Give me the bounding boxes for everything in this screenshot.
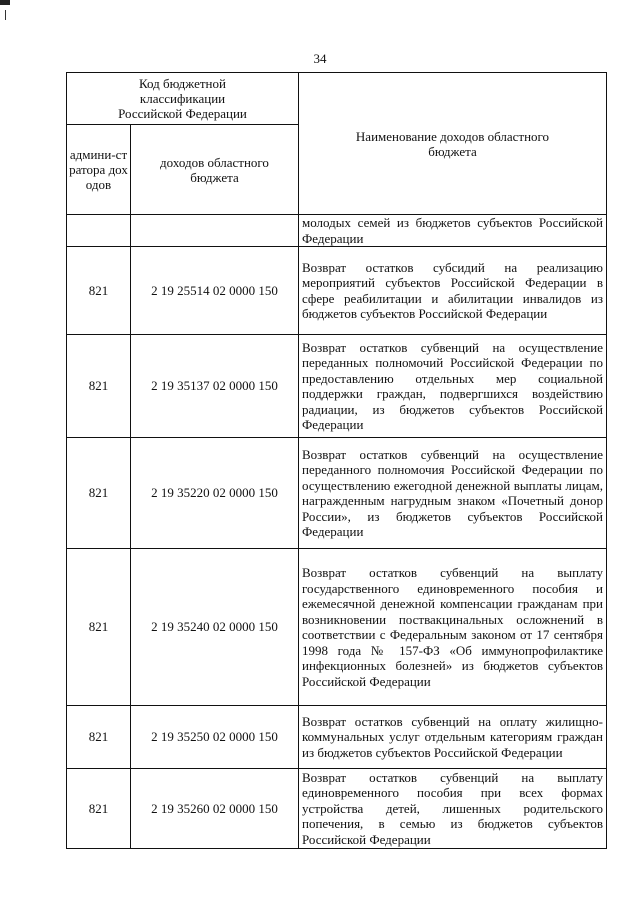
budget-code-cell: 2 19 35137 02 0000 150 [131,335,299,438]
admin-code-cell: 821 [67,335,131,438]
income-name-cell: Возврат остатков субвенций на оплату жилищно-коммунальных услуг отдельным категориям граждан из бюджетов субъектов Российской Федерации [299,706,607,769]
income-name-cell: Возврат остатков субвенций на осуществление переданного полномочия Российской Федерации по осуществлению ежегодной денежной выплаты лицам, награжденным нагрудным знаком «Почетный донор России», из бюджетов субъектов Российской Федерации [299,438,607,549]
table-row-continuation [67,215,607,247]
continuation-code-cell [131,215,299,247]
scan-corner-mark [0,0,10,5]
scan-corner-line [5,10,6,20]
header-admin-column: админи-стратора доходов [67,125,131,215]
table-row [67,706,607,769]
header-name-column: Наименование доходов областного бюджета [299,73,607,215]
admin-code-cell: 821 [67,438,131,549]
admin-code-cell: 821 [67,769,131,849]
budget-code-cell: 2 19 35250 02 0000 150 [131,706,299,769]
income-name-cell: Возврат остатков субсидий на реализацию мероприятий субъектов Российской Федерации в сфере реабилитации и абилитации инвалидов из бюджетов субъектов Российской Федерации [299,247,607,335]
continuation-admin-cell [67,215,131,247]
table-row [67,335,607,438]
budget-code-cell: 2 19 35240 02 0000 150 [131,549,299,706]
budget-code-cell: 2 19 35260 02 0000 150 [131,769,299,849]
admin-code-cell: 821 [67,247,131,335]
budget-code-cell: 2 19 35220 02 0000 150 [131,438,299,549]
admin-code-cell: 821 [67,706,131,769]
table-row [67,247,607,335]
budget-classification-table [66,72,607,849]
header-group-title: Код бюджетной классификации Российской Федерации [67,73,299,125]
table-row [67,438,607,549]
budget-code-cell: 2 19 25514 02 0000 150 [131,247,299,335]
header-income-column: доходов областного бюджета [131,125,299,215]
income-name-cell: Возврат остатков субвенций на выплату единовременного пособия при всех формах устройства детей, лишенных родительского попечения, в семью из бюджетов субъектов Российской Федерации [299,769,607,849]
continuation-name-cell: молодых семей из бюджетов субъектов Российской Федерации [299,215,607,247]
income-name-cell: Возврат остатков субвенций на осуществление переданных полномочий Российской Федерации по предоставлению отдельных мер социальной поддержки граждан, подвергшихся воздействию радиации, из бюджетов субъектов Российской Федерации [299,335,607,438]
table-row [67,769,607,849]
page-number: 34 [313,51,327,66]
income-name-cell: Возврат остатков субвенций на выплату государственного единовременного пособия и ежемесячной денежной компенсации гражданам при возникновении поствакцинальных осложнений в соответствии с Федеральным законом от 17 сентября 1998 года № 157-ФЗ «Об иммунопрофилактике инфекционных болезней» из бюджетов субъектов Российской Федерации [299,549,607,706]
header-row-group [67,73,607,125]
admin-code-cell: 821 [67,549,131,706]
table-row [67,549,607,706]
